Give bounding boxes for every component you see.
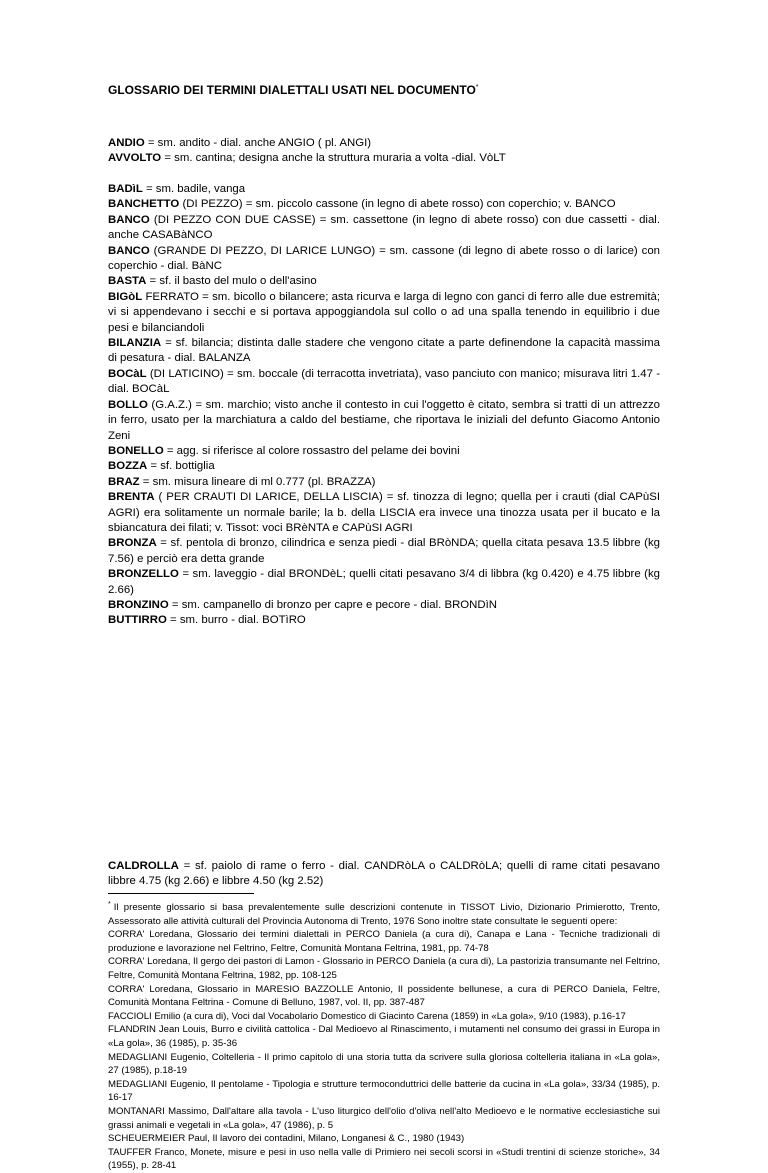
glossary-entry [108,398,660,444]
glossary-entry [108,274,660,289]
glossary-section-a [108,136,660,167]
bibliography-entry: FLANDRIN Jean Louis, Burro e civilità cattolica - Dal Medioevo al Rinascimento, i mutamenti nel consumo dei grassi in Europa in «La gola», 36 (1985), p. 35-36 [108,1024,660,1049]
entry-term: BOCàL [108,367,147,380]
glossary-entry [108,859,660,890]
entry-definition: = sm. laveggio - dial BRONDèL; quelli citati pesavano 3/4 di libbra (kg 0.420) e 4.75 libbre (kg 2.66) [108,568,660,596]
entry-definition: (DI LATICINO) = sm. boccale (di terracotta invetriata), vaso panciuto con manico; misurava litri 1.47 - dial. BOCàL [108,367,660,396]
entry-term: BADìL [108,183,143,195]
bibliography-entry: MEDAGLIANI Eugenio, Il pentolame - Tipologia e strutture termoconduttrici delle batterie da cucina in «La gola», 33/34 (1985), p. 16-17 [108,1078,660,1104]
glossary-entry [108,598,660,613]
entry-term: BRONZA [108,537,157,550]
glossary-entry [108,336,660,367]
glossary-entry [108,613,660,628]
entry-term: AVVOLTO [108,152,162,165]
page-title [108,83,479,97]
footnote-intro [108,898,660,928]
entry-definition: = sm. cantina; designa anche la struttura muraria a volta -dial. VòLT [161,152,506,165]
glossary-entry [108,136,660,151]
entry-term: BUTTIRRO [108,614,167,627]
footnote-reference: * [475,84,479,91]
entry-definition: = sm. misura lineare di ml 0.777 (pl. BRAZZA) [139,475,376,488]
entry-term: BIGòL [108,290,143,303]
entry-definition: = sm. badile, vanga [142,183,246,195]
entry-term: BRONZELLO [108,568,179,581]
footnotes [108,898,660,1173]
title-text: GLOSSARIO DEI TERMINI DIALETTALI USATI NEL DOCUMENTO [108,83,476,97]
entry-definition: = sf. paiolo di rame o ferro - dial. CANDRòLA o CALDRòLA; quelli di rame citati pesavano libbre 4.75 (kg 2.66) e libbre 4.50 (kg 2.52) [108,860,660,888]
bibliography-entry: MEDAGLIANI Eugenio, Coltelleria - Il primo capitolo di una storia tutta da scrivere sulla gloriosa coltelleria italiana in «La gola», 27 (1985), p.18-19 [108,1051,660,1077]
glossary-entry [108,490,660,536]
glossary-entry [108,182,660,197]
entry-definition: = agg. si riferisce al colore rossastro del pelame dei bovini [163,444,460,457]
entry-term: ANDIO [108,137,145,149]
glossary-section-c [108,859,660,890]
bibliography-entry: MONTANARI Massimo, Dall'altare alla tavola - L'uso liturgico dell'olio d'oliva nell'alto Medioevo e le normative ecclesiastiche sui grassi animali e vegetali in «La gola», 47 (1986), p. 5 [108,1105,660,1131]
entry-definition: = sf. il basto del mulo o dell'asino [146,275,317,288]
glossary-entry [108,475,660,490]
entry-term: BANCO [108,213,150,226]
footnote-intro-text: Il presente glossario si basa prevalentemente sulle descrizioni contenute in TISSOT Livio, Dizionario Primierotto, Trento, Assessorato alle attività culturali del Provincia Autonoma di Trento, 1976 Sono inoltre state consultate le seguenti opere: [108,902,660,927]
bibliography-entry: CORRA' Loredana, Il gergo dei pastori di Lamon - Glossario in PERCO Daniela (a cura di), La pastorizia transumante nel Feltrino, Feltre, Comunità Montana Feltrina, 1982, pp. 108-125 [108,956,660,981]
glossary-entry [108,244,660,275]
entry-definition: (G.A.Z.) = sm. marchio; visto anche il contesto in cui l'oggetto è citato, sembra si tratti di un attrezzo in ferro, usato per la marchiatura a caldo del bestiame, che riportava le iniziali del defunto Giacomo Antonio Zeni [108,398,660,442]
entry-term: BILANZIA [108,337,162,350]
entry-definition: (GRANDE DI PEZZO, DI LARICE LUNGO) = sm. cassone (di legno di abete rosso o di larice) con coperchio - dial. BàNC [108,244,660,273]
entry-definition: = sf. bottiglia [147,460,215,473]
bibliography-entry: CORRA' Loredana, Glossario in MARESIO BAZZOLLE Antonio, Il possidente bellunese, a cura di PERCO Daniela, Feltre, Comunità Montana Feltrina - Comune di Belluno, 1987, vol. II, pp. 387-487 [108,983,660,1009]
entry-term: BASTA [108,275,147,288]
glossary-entry [108,567,660,598]
glossary-entry [108,536,660,567]
entry-definition: = sm. campanello di bronzo per capre e pecore - dial. BRONDìN [168,598,498,611]
entry-definition: FERRATO = sm. bicollo o bilancere; asta ricurva e larga di legno con ganci di ferro alle due estremità; vi si appendevano i secchi e si portava appoggiandola sul collo o ad una spalla tenendo in equilibrio i due pesi e bilanciandoli [108,290,660,334]
entry-definition: = sf. bilancia; distinta dalle stadere che vengono citate a parte definendone la capacità massima di pesatura - dial. BALANZA [108,337,660,365]
glossary-section-b [108,182,660,629]
glossary-entry [108,197,660,212]
entry-term: BOZZA [108,460,148,473]
entry-term: BANCHETTO [108,198,180,211]
glossary-entry [108,213,660,244]
entry-definition: = sf. pentola di bronzo, cilindrica e senza piedi - dial BRòNDA; quella citata pesava 13.5 libbre (kg 7.56) e perciò era detta grande [108,537,660,565]
entry-term: BONELLO [108,444,164,457]
entry-definition: = sm. andito - dial. anche ANGIO ( pl. ANGI) [144,137,372,149]
glossary-entry [108,367,660,398]
glossary-entry [108,151,660,166]
entry-term: BRONZINO [108,598,169,611]
bibliography-entry: SCHEUERMEIER Paul, Il lavoro dei contadini, Milano, Longanesi & C., 1980 (1943) [108,1133,465,1145]
entry-definition: (DI PEZZO CON DUE CASSE) = sm. cassettone (in legno di abete rosso) con due cassetti - dial. anche CASABàNCO [108,213,660,242]
entry-definition: ( PER CRAUTI DI LARICE, DELLA LISCIA) = sf. tinozza di legno; quella per i crauti (dial CAPùSI AGRI) era solitamente un normale barile; la b. della LISCIA era invece una tinozza usata per il bucato e la sbiancatura dei filati; v. Tissot: voci BRèNTA e CAPùSI AGRI [108,491,660,534]
glossary-entry [108,290,660,336]
glossary-entry [108,444,660,459]
entry-term: BRAZ [108,475,140,488]
entry-term: BOLLO [108,398,148,411]
bibliography-entry: FACCIOLI Emilio (a cura di), Voci dal Vocabolario Domestico di Giacinto Carena (1859) in «La gola», 9/10 (1983), p.16-17 [108,1010,626,1022]
footnote-marker: * [108,901,111,908]
bibliography-entry: TAUFFER Franco, Monete, misure e pesi in uso nella valle di Primiero nei secoli scorsi in «Studi trentini di scienze storiche», 34 (1955), p. 28-41 [108,1146,660,1172]
entry-definition: = sm. burro - dial. BOTìRO [166,614,306,627]
bibliography-entry: CORRA' Loredana, Glossario dei termini dialettali in PERCO Daniela (a cura di), Canapa e Lana - Tecniche tradizionali di produzione e lavorazione nel Feltrino, Feltre, Comunità Montana Feltrina, 1981, pp. 74-78 [108,929,660,954]
glossary-entry [108,459,660,474]
footnote-separator [108,893,254,894]
entry-definition: (DI PEZZO) = sm. piccolo cassone (in legno di abete rosso) con coperchio; v. BANCO [179,198,616,211]
entry-term: BRENTA [108,491,155,504]
entry-term: CALDROLLA [108,860,179,872]
entry-term: BANCO [108,244,150,257]
